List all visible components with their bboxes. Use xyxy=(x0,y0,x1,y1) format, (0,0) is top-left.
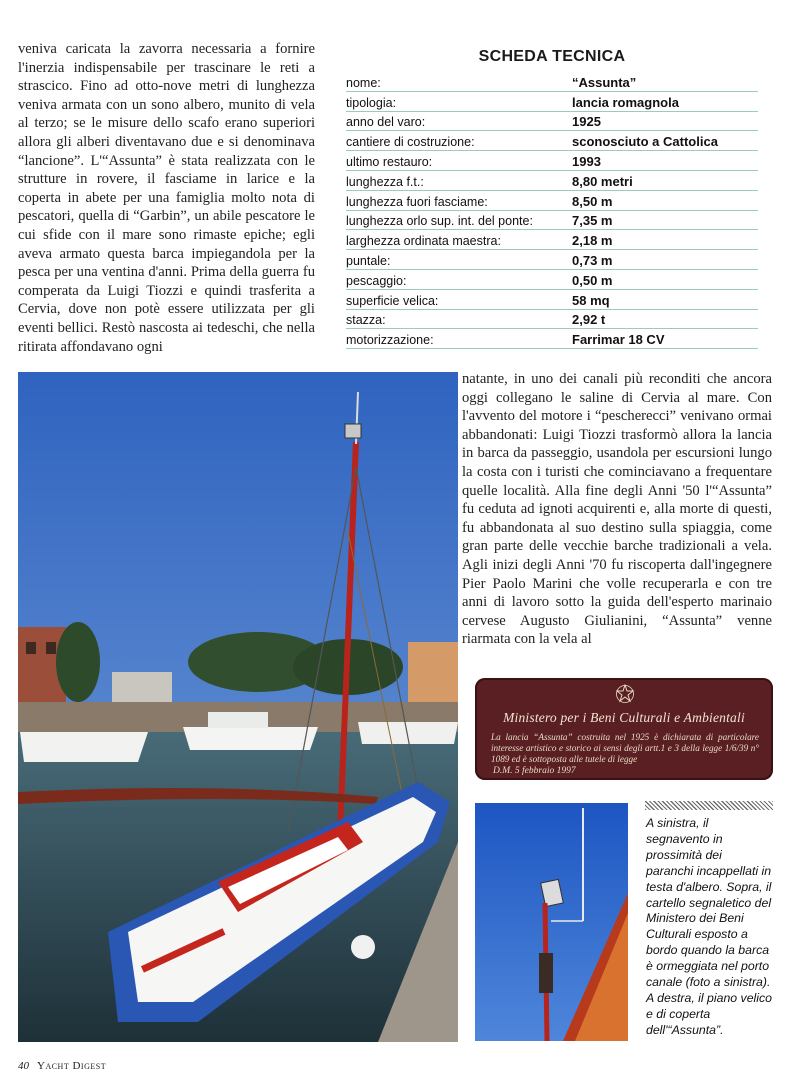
tech-sheet-row xyxy=(346,329,758,349)
tech-sheet-row xyxy=(346,92,758,112)
caption-divider xyxy=(645,801,773,810)
tech-sheet-row xyxy=(346,211,758,231)
magazine-name: Yacht Digest xyxy=(37,1060,107,1072)
spec-label: puntale: xyxy=(346,253,391,268)
tech-sheet-row xyxy=(346,290,758,310)
spec-label: lunghezza fuori fasciame: xyxy=(346,194,488,209)
boat-harbor-illustration xyxy=(18,372,458,1042)
spec-label: lunghezza f.t.: xyxy=(346,174,424,189)
tech-sheet-table xyxy=(346,48,758,349)
plaque-text: La lancia “Assunta” costruita nel 1925 è dichiarata di particolare interesse artistico e storico ai sensi degli artt.1 e 3 della legge 1/6/39 n° 1089 ed è sottoposta alle tutele di legge xyxy=(491,732,759,765)
tech-sheet-row xyxy=(346,72,758,92)
tech-sheet-row xyxy=(346,230,758,250)
tech-sheet-row xyxy=(346,310,758,330)
article-left-column: veniva caricata la zavorra necessaria a fornire l'inerzia indispensabile per trascinare le reti a strascico. Fino ad otto-nove metri di lunghezza veniva armata con un sono albero, munito di vela al terzo; se le misure dello scafo erano superiori allora gli alberi diventavano due e si denominava “lancione”. L'“Assunta” è stata realizzata con le strutture in rovere, il fasciame in larice e la coperta in abete per una famiglia molto nota di pescatori, quella di “Garbin”, un abile pescatore le cui sfide con il mare sono rimaste epiche; egli aveva armato questa barca impiegandola per la pesca per una ventina d'anni. Prima della guerra fu comperata da Luigi Tiozzi e quindi trasferita a Cervia, dove non potè essere utilizzata per gli eventi bellici. Restò nascosta ai tedeschi, che nella ritirata affondavano ogni xyxy=(18,41,315,355)
spec-label: motorizzazione: xyxy=(346,333,434,348)
boat-harbor-photo xyxy=(18,372,458,1042)
tech-sheet-row xyxy=(346,131,758,151)
ministry-plaque xyxy=(475,678,773,780)
spec-label: anno del varo: xyxy=(346,115,426,130)
plaque-title: Ministero per i Beni Culturali e Ambientali xyxy=(503,710,745,725)
tech-sheet-row xyxy=(346,250,758,270)
spec-label: lunghezza orlo sup. int. del ponte: xyxy=(346,214,533,229)
tech-sheet-row xyxy=(346,151,758,171)
tech-sheet-title: SCHEDA TECNICA xyxy=(478,48,626,65)
spec-label: nome: xyxy=(346,75,381,90)
spec-value: 1925 xyxy=(572,114,601,130)
plaque-date: D.M. 5 febbraio 1997 xyxy=(493,766,576,776)
windvane-illustration xyxy=(475,803,628,1041)
spec-label: pescaggio: xyxy=(346,273,407,288)
spec-value: 0,73 m xyxy=(572,252,613,268)
spec-label: superficie velica: xyxy=(346,293,439,308)
spec-label: larghezza ordinata maestra: xyxy=(346,234,501,249)
spec-label: cantiere di costruzione: xyxy=(346,135,475,150)
spec-value: lancia romagnola xyxy=(572,94,679,110)
spec-label: ultimo restauro: xyxy=(346,154,433,169)
italian-emblem-icon xyxy=(615,684,635,704)
article-right-column: natante, in uno dei canali più reconditi che ancora oggi collegano le saline di Cervia al mare. Con l'avvento del motore i “pescherecci” venivano ormai abbandonati: Luigi Tiozzi trasformò allora la lancia in barca da passeggio, usandola per escursioni lungo la costa con i turisti che cominciavano a frequentare quelle località. Alla fine degli Anni '50 l'“Assunta” fu ceduta ad ignoti acquirenti e, alla morte di questi, fu abbandonata al suo destino sulla spiaggia, come gran parte delle vecchie barche tradizionali a vela. Agli inizi degli Anni '70 fu riscoperta dall'ingegnere Pier Paolo Marini che volle recuperarla e con tre anni di lavoro sotto la guida dell'esperto marinaio cervese Augusto Giulianini, “Assunta” venne riarmata con la vela al xyxy=(462,371,772,648)
tech-sheet-row xyxy=(346,112,758,132)
tech-sheet-rows xyxy=(346,72,758,349)
spec-value: 2,92 t xyxy=(572,312,606,328)
spec-value: Farrimar 18 CV xyxy=(572,332,665,348)
tech-sheet-row xyxy=(346,191,758,211)
page-footer xyxy=(18,1060,106,1072)
spec-label: stazza: xyxy=(346,313,386,328)
spec-value: “Assunta” xyxy=(572,74,637,90)
spec-value: 2,18 m xyxy=(572,233,613,249)
spec-value: sconosciuto a Cattolica xyxy=(572,134,718,150)
spec-value: 58 mq xyxy=(572,292,610,308)
spec-value: 8,80 metri xyxy=(572,173,633,189)
masthead-windvane-photo xyxy=(475,803,628,1041)
spec-value: 1993 xyxy=(572,153,601,169)
spec-value: 8,50 m xyxy=(572,193,613,209)
tech-sheet-row xyxy=(346,171,758,191)
spec-value: 7,35 m xyxy=(572,213,613,229)
tech-sheet-row xyxy=(346,270,758,290)
spec-label: tipologia: xyxy=(346,95,397,110)
page-number: 40 xyxy=(18,1060,29,1072)
spec-value: 0,50 m xyxy=(572,272,613,288)
photo-caption: A sinistra, il segnavento in prossimità dei paranchi incappellati in testa d'albero. Sopra, il cartello segnaletico del Ministero dei Beni Culturali esposto a bordo quando la barca è ormeggiata nel porto canale (foto a sinistra). A destra, il piano velico e di coperta dell'“Assunta”. xyxy=(646,816,772,1037)
